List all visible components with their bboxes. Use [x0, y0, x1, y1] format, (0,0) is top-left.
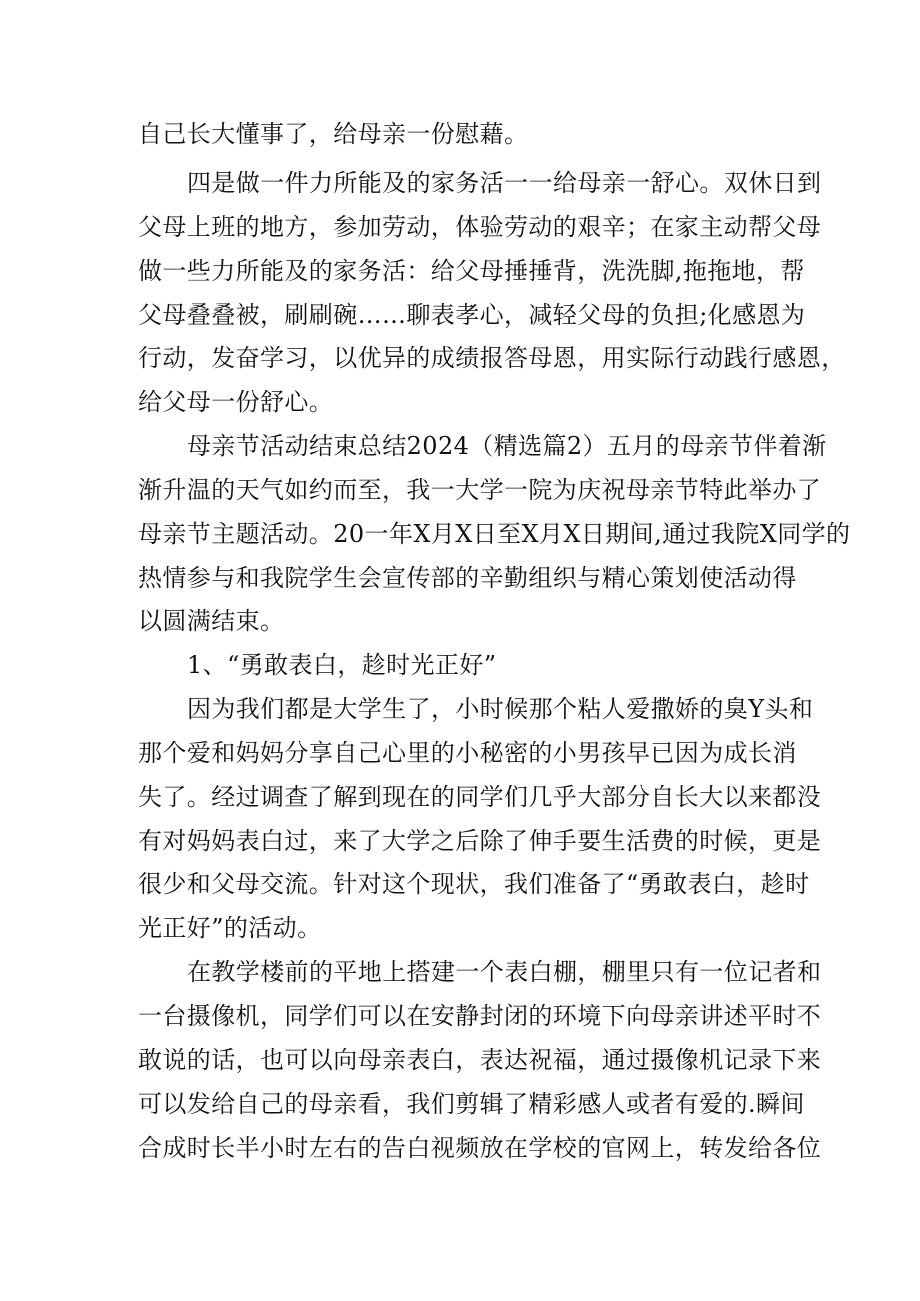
text-line-20: 一台摄像机，同学们可以在安静封闭的环境下向母亲讲述平时不 [138, 1002, 822, 1030]
text-line-6: 行动，发奋学习，以优异的成绩报答母恩，用实际行动践行感恩， [138, 344, 846, 372]
text-line-10: 母亲节主题活动。20一年X月X日至X月X日期间,通过我院X同学的 [138, 520, 851, 548]
text-line-21: 敢说的话，也可以向母亲表白，表达祝福，通过摄像机记录下来 [138, 1046, 822, 1074]
text-line-17: 很少和父母交流。针对这个现状，我们准备了“勇敢表白，趁时 [138, 870, 810, 898]
text-line-1: 自己长大懂事了，给母亲一份慰藉。 [138, 120, 529, 148]
text-line-19: 在教学楼前的平地上搭建一个表白棚，棚里只有一位记者和 [187, 958, 822, 986]
text-line-4: 做一些力所能及的家务活：给父母捶捶背，洗洗脚,拖拖地，帮 [138, 257, 805, 285]
text-line-11: 热情参与和我院学生会宣传部的辛勤组织与精心策划使活动得 [138, 564, 797, 592]
text-line-23: 合成时长半小时左右的告白视频放在学校的官网上，转发给各位 [138, 1134, 822, 1162]
text-line-18: 光正好”的活动。 [138, 914, 322, 942]
text-line-2: 四是做一件力所能及的家务活一一给母亲一舒心。双休日到 [187, 169, 822, 197]
text-line-14: 那个爱和妈妈分享自己心里的小秘密的小男孩早已因为成长消 [138, 739, 797, 767]
text-line-9: 渐升温的天气如约而至，我一大学一院为庆祝母亲节特此举办了 [138, 476, 822, 504]
text-line-3: 父母上班的地方，参加劳动，体验劳动的艰辛；在家主动帮父母 [138, 213, 822, 241]
text-line-12: 以圆满结束。 [138, 607, 285, 635]
text-line-7: 给父母一份舒心。 [138, 388, 334, 416]
text-line-16: 有对妈妈表白过，来了大学之后除了伸手要生活费的时候，更是 [138, 827, 822, 855]
section-heading-1: 1、“勇敢表白，趁时光正好” [187, 651, 497, 679]
text-line-5: 父母叠叠被，刷刷碗……聊表孝心，减轻父母的负担;化感恩为 [138, 301, 806, 329]
text-line-13: 因为我们都是大学生了，小时候那个粘人爱撒娇的臭Y头和 [187, 695, 814, 723]
text-line-22: 可以发给自己的母亲看，我们剪辑了精彩感人或者有爱的.瞬间 [138, 1090, 805, 1118]
text-line-8: 母亲节活动结束总结2024（精选篇2）五月的母亲节伴着渐 [187, 432, 827, 460]
text-line-15: 失了。经过调查了解到现在的同学们几乎大部分自长大以来都没 [138, 783, 822, 811]
